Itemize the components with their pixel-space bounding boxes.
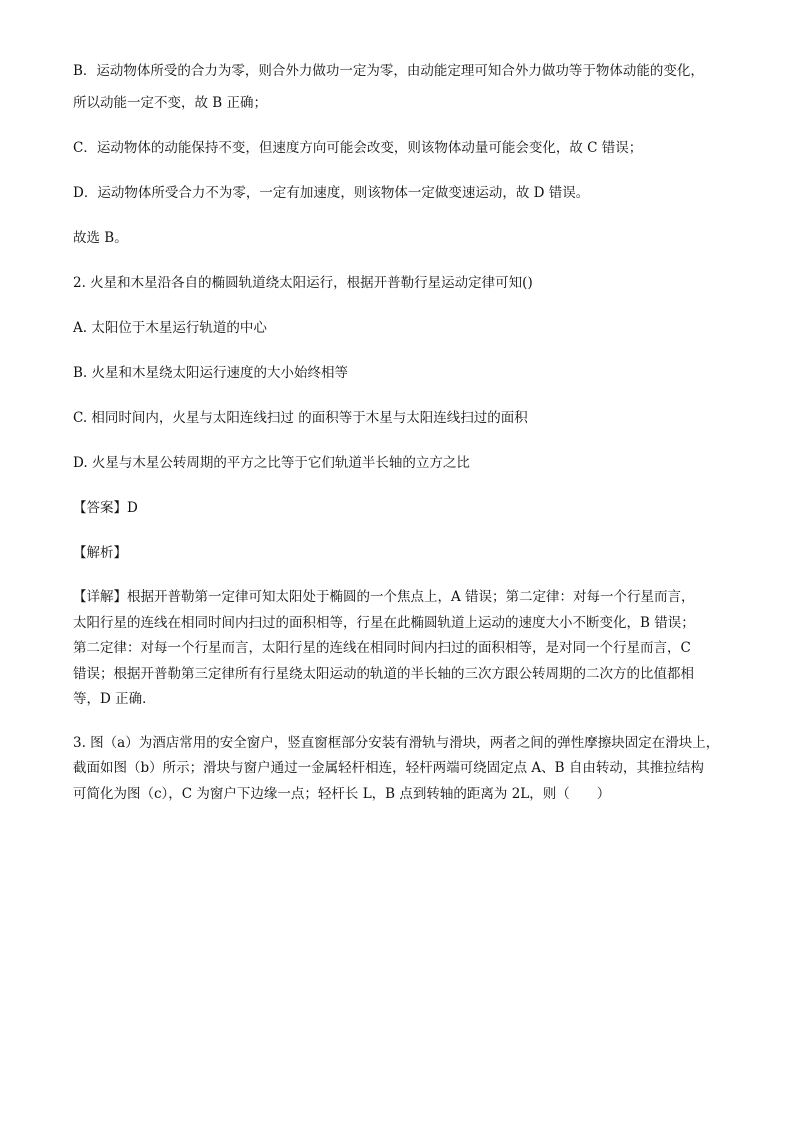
q2-option-c: C. 相同时间内，火星与太阳连线扫过 的面积等于木星与太阳连线扫过的面积	[73, 410, 528, 426]
q1-option-c: C．运动物体的动能保持不变，但速度方向可能会改变，则该物体动量可能会变化，故 C 错误；	[73, 140, 643, 156]
q2-stem: 2. 火星和木星沿各自的椭圆轨道绕太阳运行，根据开普勒行星运动定律可知()	[73, 275, 533, 291]
q2-detail-line: 第二定律：对每一个行星而言，太阳行星的连线在相同时间内扫过的面积相等，是对同一个行星而言，C	[73, 640, 691, 656]
q2-detail-line: 太阳行星的连线在相同时间内扫过的面积相等，行星在此椭圆轨道上运动的速度大小不断变化，B 错误；	[73, 614, 695, 631]
q3-stem-line: 3. 图（a）为酒店常用的安全窗户，竖直窗框部分安装有滑轨与滑块，两者之间的弹性摩擦块固定在滑块上，	[73, 734, 720, 751]
q2-detail-line: 等，D 正确．	[73, 691, 156, 707]
q2-detail-line: 错误；根据开普勒第三定律所有行星绕太阳运动的轨道的半长轴的三次方跟公转周期的二次方的比值都相	[73, 665, 694, 682]
q2-detail-line: 【详解】根据开普勒第一定律可知太阳处于椭圆的一个焦点上，A 错误；第二定律：对每一个行星而言，	[73, 589, 695, 605]
q1-conclusion: 故选 B。	[73, 230, 128, 246]
q2-detail-block	[73, 585, 728, 713]
q3-stem-line: 截面如图（b）所示；滑块与窗户通过一金属轻杆相连，轻杆两端可绕固定点 A、B 自由转动，其推拉结构	[73, 760, 704, 776]
answer-value: D	[127, 500, 138, 516]
q2-analysis-label: 【解析】	[73, 545, 127, 561]
q1-option-d: D．运动物体所受合力不为零，一定有加速度，则该物体一定做变速运动，故 D 错误。	[73, 185, 590, 201]
q1-option-b-line1: B．运动物体所受的合力为零，则合外力做功一定为零，由动能定理可知合外力做功等于物体动能的变化，	[73, 63, 704, 79]
q2-option-d: D. 火星与木星公转周期的平方之比等于它们轨道半长轴的立方之比	[73, 455, 470, 471]
q1-option-b-line2: 所以动能一定不变，故 B 正确；	[73, 95, 268, 111]
q2-answer	[73, 495, 728, 521]
q2-option-a: A. 太阳位于木星运行轨道的中心	[73, 320, 267, 336]
answer-label: 【答案】	[73, 500, 127, 516]
q3-stem-block	[73, 731, 728, 808]
q2-option-b: B. 火星和木星绕太阳运行速度的大小始终相等	[73, 365, 349, 381]
q3-stem-line: 可简化为图（c），C 为窗户下边缘一点；轻杆长 L，B 点到转轴的距离为 2L，则（ ）	[73, 785, 611, 802]
